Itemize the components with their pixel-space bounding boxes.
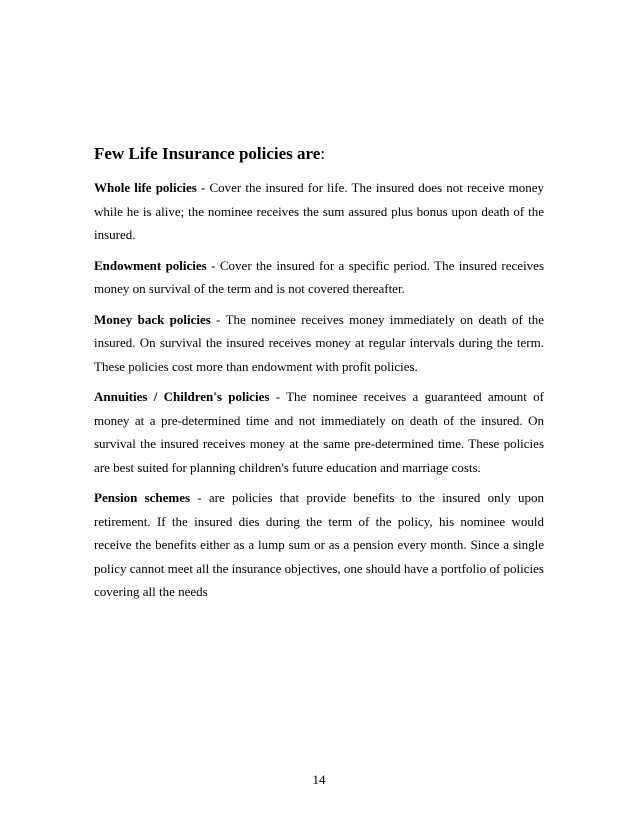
policy-term: Annuities / Children's policies xyxy=(94,389,270,404)
policy-paragraph-whole-life xyxy=(94,176,544,247)
policy-paragraph-endowment xyxy=(94,254,544,301)
page-number: 14 xyxy=(312,772,326,787)
policy-term: Money back policies xyxy=(94,311,211,327)
section-heading-text: Few Life Insurance policies are xyxy=(94,144,321,163)
policy-term: Endowment policies xyxy=(94,257,207,273)
policy-description: - The nominee receives money immediately on death of the insured. On survival the insured receives money at regular intervals during the term. These policies cost more than endowment with profit policies. xyxy=(94,311,544,374)
policy-term: Whole life policies xyxy=(94,180,197,195)
policy-term: Pension schemes xyxy=(94,490,191,505)
policy-paragraph-pension xyxy=(94,486,544,604)
page-content xyxy=(94,142,544,611)
policy-description: - are policies that provide benefits to the insured only upon retirement. If the insured dies during the term of the policy, his nominee would receive the benefits either as a lump sum or as a pension every month. Since a single policy cannot meet all the insurance objectives, one should have a portfolio of policies covering all the needs xyxy=(94,490,544,599)
policy-description: - The nominee receives a guaranteed amount of money at a pre-determined time and not immediately on death of the insured. On survival the insured receives money at the same pre-determined time. These policies are best suited for planning children's future education and marriage costs. xyxy=(94,389,545,475)
policy-description: - Cover the insured for life. The insured does not receive money while he is alive; the nominee receives the sum assured plus bonus upon death of the insured. xyxy=(94,180,544,242)
policy-paragraph-money-back xyxy=(94,308,544,379)
policy-description: - Cover the insured for a specific period. The insured receives money on survival of the term and is not covered thereafter. xyxy=(94,257,545,296)
section-heading-colon: : xyxy=(320,144,326,163)
section-heading xyxy=(94,142,544,166)
policy-paragraph-annuities xyxy=(94,385,544,479)
